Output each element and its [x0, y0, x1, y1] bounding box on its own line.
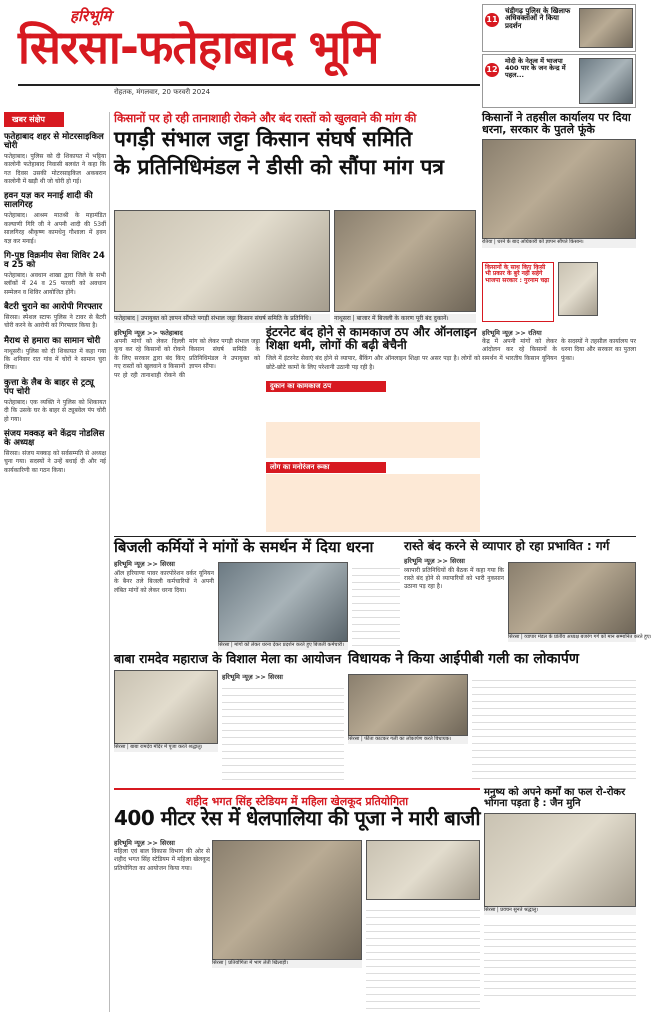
- internet-box-2-body: [266, 474, 480, 532]
- internet-box-1-title: दुकान का कामकाज ठप: [266, 381, 386, 392]
- top-right-box-1[interactable]: [482, 4, 636, 52]
- top-right-box-2[interactable]: [482, 54, 636, 108]
- sidebar-item-headline: बैटरी चुराने का आरोपी गिरफ्तार: [4, 302, 103, 312]
- right-lead-body: केंद्र में अपनी मांगों को लेकर आंदोलन कर रहे किसानों के समर्थन में भारतीय किसान यूनियन के सदस्यों ने तहसील कार्यालय पर धरना दिया और सरकार का पुतला फूंका।: [482, 338, 636, 362]
- traders-story: [404, 539, 651, 648]
- karma-photo: [484, 813, 636, 907]
- traders-byline: हरिभूमि न्यूज़ >> सिरसा: [404, 556, 465, 565]
- electricity-byline: हरिभूमि न्यूज़ >> सिरसा: [114, 559, 175, 568]
- traders-body: व्यापारी प्रतिनिधियों की बैठक में कहा गया कि रास्ते बंद होने से व्यापारियों को भारी नुकसान उठाना पड़ रहा है।: [404, 566, 504, 591]
- right-lead-portrait: [558, 262, 598, 316]
- internet-body: जिले में इंटरनेट सेवाएं बंद होने से व्यापार, बैंकिंग और ऑनलाइन शिक्षा पर असर पड़ा है। लोगों को छोटे-छोटे कामों के लिए परेशानी उठानी पड़ रही है।: [266, 355, 480, 371]
- sidebar-item[interactable]: [4, 430, 109, 475]
- mla-caption: सिरसा | फीता काटकर गली का लोकार्पण करते विधायक।: [348, 736, 468, 744]
- right-lead-story: [482, 112, 636, 532]
- mla-story: [348, 652, 636, 786]
- karma-caption: सिरसा | प्रवचन सुनते श्रद्धालु।: [484, 907, 636, 915]
- sidebar-item[interactable]: [4, 303, 109, 331]
- box-2-text: मोदी के नेतृत्व में भाजपा 400 पार के जन केन्द्र में पहल...: [505, 57, 566, 79]
- box-2-photo: [579, 58, 633, 104]
- sports-caption: सिरसा | प्रतियोगिता में भाग लेती खिलाड़ी।: [212, 960, 362, 968]
- right-lead-caption: रतिया | धरने के बाद अधिकारी को ज्ञापन सौंपते किसान।: [482, 239, 636, 248]
- sidebar-item-headline: कुत्ता के लैब के बाहर से ट्रट्यू पंप चोरी: [4, 377, 94, 397]
- right-lead-headline: किसानों ने तहसील कार्यालय पर दिया धरना, सरकार के पुतले फूंके: [482, 111, 631, 136]
- masthead-dateline: रोहतक, मंगलवार, 20 फरवरी 2024: [114, 88, 211, 96]
- lead-photo-2: [334, 210, 476, 312]
- electricity-body-2: [352, 562, 400, 648]
- masthead-logo-small: हरिभूमि: [70, 7, 112, 25]
- masthead: [0, 0, 480, 110]
- box-1-photo: [579, 8, 633, 48]
- right-lead-byline: हरिभूमि न्यूज़ >> रतिया: [482, 329, 542, 337]
- electricity-story: [114, 540, 400, 648]
- sports-headline: 400 मीटर रेस में धेलपालिया की पूजा ने मारी बाजी: [114, 806, 481, 830]
- fair-caption: सिरसा | बाबा रामदेव मंदिर में पूजा करते श्रद्धालु।: [114, 744, 218, 752]
- sports-body-2: [366, 904, 480, 1010]
- masthead-title: सिरसा-फतेहाबाद भूमि: [18, 20, 379, 74]
- sidebar-item-body: फतेहाबाद। पुलिस को दी शिकायत में भट्टिया कालोनी फतेहाबाद निवासी बलवंत ने कहा कि गत दिवस उसकी मोटरसाइकिल अकबरान कालोनी में खड़ी थी जो चोरी हो गई।: [4, 152, 106, 186]
- karma-story: [484, 788, 636, 1012]
- internet-story: [266, 326, 480, 536]
- sidebar-item-body: सिरसा। स्पेशल स्टाफ पुलिस ने टावर से बैटरी चोरी करने के आरोपी को गिरफ्तार किया है।: [4, 313, 106, 330]
- box-1-number: 11: [485, 13, 499, 27]
- lead-caption-2: नाथूसरा | बाजार में बिजली के कारण पूरी बंद दुकानें।: [334, 314, 476, 323]
- internet-box-2-title: लोग का मनोरंजन रूका: [266, 462, 386, 473]
- electricity-caption: सिरसा | मांगों को लेकर धरना देकर प्रदर्शन करते हुए बिजली कर्मचारी।: [218, 642, 348, 650]
- sidebar-item-headline: फतेहाबाद शहर से मोटरसाइकिल चोरी: [4, 132, 104, 151]
- sidebar-item-headline: संजय मक्कड़ बने केंद्रय नोडलिस के अध्यक्ष: [4, 428, 105, 448]
- masthead-rule: [18, 84, 480, 86]
- sidebar-item[interactable]: [4, 379, 109, 424]
- section-divider-1: [114, 536, 636, 537]
- sidebar-list: [4, 133, 109, 475]
- mla-photo: [348, 674, 468, 736]
- sports-body: महिला एवं बाल विकास विभाग की ओर से शहीद भगत सिंह स्टेडियम में महिला खेलकूद प्रतियोगिता का आयोजन किया गया।: [114, 848, 210, 872]
- sidebar-item-body: नाथूसरी। पुलिस को दी शिकायत में कहा गया कि शनिवार रात गांव में चोरों ने सामान चुरा लिया।: [4, 347, 106, 372]
- box-1-text: चंडीगढ़ पुलिस के खिलाफ अधिवक्ताओं ने किया प्रदर्शन: [505, 7, 571, 30]
- sidebar-item[interactable]: [4, 337, 109, 373]
- mla-body: [472, 674, 636, 782]
- news-brief-sidebar: [4, 112, 110, 1012]
- internet-box-1-body: [266, 422, 480, 458]
- sidebar-header: खबर संक्षेप: [4, 112, 64, 127]
- sidebar-item[interactable]: [4, 192, 109, 245]
- fair-photo: [114, 670, 218, 744]
- traders-caption: सिरसा | व्यापार मंडल के प्रांतीय अध्यक्ष बजरंग गर्ग को मान सम्मानित करते हुए।: [508, 634, 651, 640]
- karma-body: [484, 919, 636, 999]
- karma-headline: मनुष्य को अपने कर्मों का फल रो-रोकर भोगना पड़ता है : जैन मुनि: [484, 787, 626, 809]
- lead-headline-1: पगड़ी संभाल जट्टा किसान संघर्ष समिति: [114, 127, 413, 152]
- sports-banner-text: शहीद भगत सिंह स्टेडियम में महिला खेलकूद प्रतियोगिता: [185, 795, 409, 808]
- traders-headline: रास्ते बंद करने से व्यापार हो रहा प्रभावित : गर्ग: [404, 539, 610, 553]
- sidebar-item[interactable]: [4, 252, 109, 297]
- fair-headline: बाबा रामदेव महाराज के विशाल मेला का आयोजन: [114, 651, 342, 666]
- right-lead-photo: [482, 139, 636, 239]
- electricity-headline: बिजली कर्मियों ने मांगों के समर्थन में दिया धरना: [114, 538, 374, 556]
- lead-caption-1: फतेहाबाद | उपायुक्त को ज्ञापन सौंपते पगड़ी संभाल जट्टा किसान संघर्ष समिति के प्रतिनिधि।: [114, 314, 330, 323]
- lead-headline-2: के प्रतिनिधिमंडल ने डीसी को सौंपा मांग पत्र: [114, 155, 445, 180]
- sidebar-item-headline: गि-पुष्ठ विक्रमीय सेवा शिविर 24 व 25 को: [4, 250, 105, 270]
- sidebar-item[interactable]: [4, 133, 109, 186]
- sports-banner: [114, 788, 480, 806]
- sports-photo-1: [212, 840, 362, 960]
- internet-headline: इंटरनेट बंद होने से कामकाज ठप और ऑनलाइन शिक्षा थमी, लोगों की बढ़ी बेचैनी: [266, 325, 477, 352]
- fair-story: [114, 652, 344, 786]
- right-lead-quote: किसानों के साथ किए किसी भी प्रकार के बुरे नहीं सहेगे भाजपा सरकार : गुरनाम चढ़ा: [485, 264, 550, 284]
- sidebar-item-body: फतेहाबाद। एक व्यक्ति ने पुलिस को शिकायत दी कि उसके घर के बाहर से ट्यूबवेल पंप चोरी हो गया।: [4, 398, 106, 423]
- mla-headline: विधायक ने किया आईपीबी गली का लोकार्पण: [348, 651, 579, 667]
- fair-body: [222, 682, 344, 782]
- lead-photo-1: [114, 210, 330, 312]
- lead-kicker: किसानों पर हो रही तानाशाही रोकने और बंद रास्तों को खुलवाने की मांग की: [114, 111, 417, 125]
- right-lead-quote-box: [482, 262, 554, 322]
- lead-body: अपनी मांगों को लेकर दिल्ली कूच कर रहे किसानों को रोकने के लिए सरकार द्वारा बंद किए गए रास्तों को खुलवाने व किसानों पर हो रही तानाशाही रोकने की मांग को लेकर पगड़ी संभाल जट्टा किसान संघर्ष समिति के प्रतिनिधिमंडल ने उपायुक्त को ज्ञापन सौंपा।: [114, 338, 260, 379]
- fair-byline: हरिभूमि न्यूज़ >> सिरसा: [222, 673, 283, 681]
- sidebar-item-headline: मैराथ से हमारा का सामान चोरी: [4, 335, 101, 346]
- lead-byline: हरिभूमि न्यूज़ >> फतेहाबाद: [114, 329, 183, 337]
- sidebar-item-body: फतेहाबाद। आश्रम मातश्री के महामंडित कल्याणी गिरि जी ने अपनी शादी की 53वीं सालगिरह श्रीकृष्ण कामधेनु गौशाला में हवन यज्ञ कर मनाई।: [4, 212, 106, 245]
- box-2-number: 12: [485, 63, 499, 77]
- electricity-photo: [218, 562, 348, 642]
- sidebar-item-body: फतेहाबाद। अवधान शाखा द्वारा जिले के सभी ब्लॉकों में 24 व 25 फरवरी को अवधान सम्मेलन व शिविर आयोजित होंगे।: [4, 271, 106, 296]
- sports-photo-2: [366, 840, 480, 900]
- sidebar-item-body: सिरसा। संजय मक्कड़ को सर्वसम्मति से अध्यक्ष चुना गया। सदस्यों ने उन्हें बधाई दी और नई कार्यकारिणी का गठन किया।: [4, 449, 106, 474]
- sidebar-item-headline: हवन यज्ञ कर मनाई शादी की सालगिरह: [4, 191, 93, 211]
- traders-photo: [508, 562, 636, 634]
- electricity-body: ऑल हरियाणा पावर कारपोरेशन वर्कर यूनियन के बैनर तले बिजली कर्मचारियों ने अपनी लंबित मांगों को लेकर धरना दिया।: [114, 569, 214, 594]
- sports-byline: हरिभूमि न्यूज़ >> सिरसा: [114, 839, 175, 847]
